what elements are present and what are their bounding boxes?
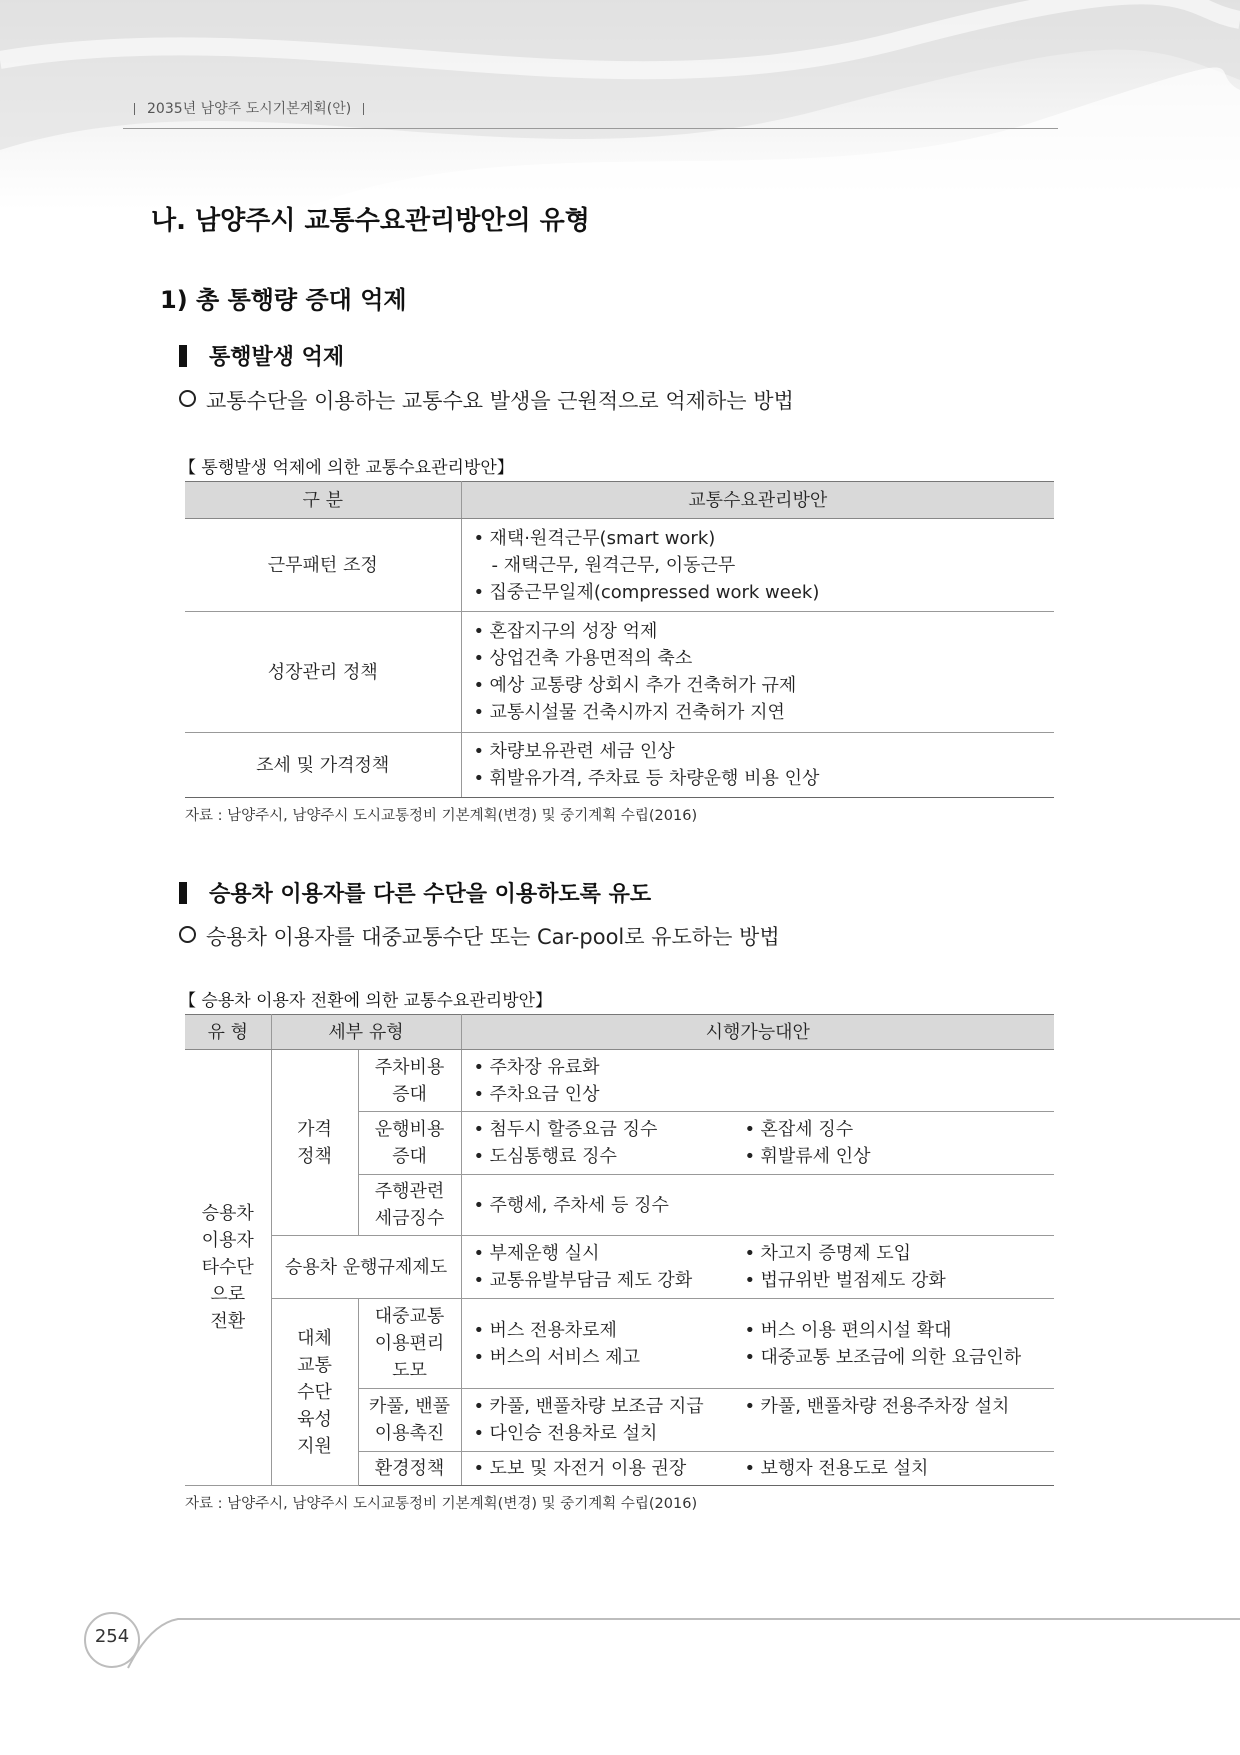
list-item: • 버스 전용차로제 — [474, 1317, 745, 1344]
list-item: • 카풀, 밴풀차량 보조금 지급 — [474, 1393, 745, 1420]
list-item: • 주차장 유료화 — [474, 1054, 745, 1081]
table2-row-label: 대중교통 이용편리 도모 — [358, 1299, 461, 1389]
table2-row-items — [461, 1050, 1054, 1112]
table2-header-row — [185, 1015, 1054, 1050]
list-item: • 카풀, 밴풀차량 전용주차장 설치 — [745, 1393, 1055, 1420]
table-row — [185, 612, 1054, 733]
table2-source: 자료 : 남양주시, 남양주시 도시교통정비 기본계획(변경) 및 중기계획 수립(2016) — [185, 1496, 698, 1512]
table1-row-items — [461, 733, 1054, 798]
block1-bullet-text: 교통수단을 이용하는 교통수요 발생을 근원적으로 억제하는 방법 — [206, 389, 794, 413]
table1-header-category: 구 분 — [185, 482, 461, 519]
table1-row-label: 조세 및 가격정책 — [185, 733, 461, 798]
table1-row-label: 성장관리 정책 — [185, 612, 461, 733]
list-item: • 집중근무일제(compressed work week) — [474, 579, 1055, 606]
table2-row-items — [461, 1299, 1054, 1389]
list-item: • 차고지 증명제 도입 — [745, 1240, 1055, 1267]
table-row — [185, 1299, 1054, 1389]
circle-bullet-icon — [179, 390, 196, 407]
list-item: • 휘발유가격, 주차료 등 차량운행 비용 인상 — [474, 765, 1055, 792]
table1-row-label: 근무패턴 조정 — [185, 519, 461, 612]
table2 — [185, 1014, 1054, 1486]
list-item: • 예상 교통량 상회시 추가 건축허가 규제 — [474, 672, 1055, 699]
block2-bullet-text: 승용차 이용자를 대중교통수단 또는 Car-pool로 유도하는 방법 — [206, 925, 780, 949]
block1-heading — [179, 340, 344, 371]
running-title: 2035년 남양주 도시기본계획(안) — [147, 101, 352, 117]
list-item: • 휘발류세 인상 — [745, 1143, 1055, 1170]
section-title: 나. 남양주시 교통수요관리방안의 유형 — [151, 206, 590, 236]
separator-icon — [134, 103, 135, 115]
block2-heading — [179, 877, 651, 908]
list-item: • 도심통행료 징수 — [474, 1143, 745, 1170]
separator-icon — [363, 103, 364, 115]
table1-header-measures: 교통수요관리방안 — [461, 482, 1054, 519]
list-item: • 부제운행 실시 — [474, 1240, 745, 1267]
header-divider — [123, 128, 1058, 129]
list-item: • 차량보유관련 세금 인상 — [474, 738, 1055, 765]
list-item: • 버스 이용 편의시설 확대 — [745, 1317, 1055, 1344]
list-item: • 주차요금 인상 — [474, 1081, 745, 1108]
table2-group-price: 가격 정책 — [271, 1050, 358, 1236]
block1-bullet — [179, 385, 794, 415]
list-item: • 재택·원격근무(smart work) — [474, 525, 1055, 552]
table2-row-items — [461, 1236, 1054, 1299]
list-item: • 첨두시 할증요금 징수 — [474, 1116, 745, 1143]
list-item: • 대중교통 보조금에 의한 요금인하 — [745, 1344, 1055, 1371]
page-number: 254 — [94, 1626, 130, 1647]
table-row — [185, 733, 1054, 798]
table2-group-alt: 대체 교통 수단 육성 지원 — [271, 1299, 358, 1486]
list-item: • 법규위반 벌점제도 강화 — [745, 1267, 1055, 1294]
table2-row-label: 승용차 운행규제제도 — [271, 1236, 461, 1299]
list-item: • 보행자 전용도로 설치 — [745, 1455, 1055, 1482]
subsection-title: 1) 총 통행량 증대 억제 — [160, 286, 407, 314]
list-item: • 교통유발부담금 제도 강화 — [474, 1267, 745, 1294]
running-header — [134, 98, 376, 118]
circle-bullet-icon — [179, 926, 196, 943]
list-subitem: - 재택근무, 원격근무, 이동근무 — [491, 554, 736, 576]
list-item: • 버스의 서비스 제고 — [474, 1344, 745, 1371]
list-item: • 상업건축 가용면적의 축소 — [474, 645, 1055, 672]
table2-row-items — [461, 1112, 1054, 1175]
table2-caption: 【 승용차 이용자 전환에 의한 교통수요관리방안】 — [179, 991, 553, 1011]
block2-bullet — [179, 921, 780, 951]
table1-caption: 【 통행발생 억제에 의한 교통수요관리방안】 — [179, 458, 514, 478]
table2-row-items — [461, 1175, 1054, 1236]
list-item: • 도보 및 자전거 이용 권장 — [474, 1455, 745, 1482]
list-item: • 주행세, 주차세 등 징수 — [474, 1192, 745, 1219]
table2-row-items — [461, 1389, 1054, 1452]
list-item: • 다인승 전용차로 설치 — [474, 1420, 745, 1447]
table2-header-type: 유 형 — [185, 1015, 271, 1050]
table2-row-label: 카풀, 밴풀 이용촉진 — [358, 1389, 461, 1452]
list-item: • 혼잡세 징수 — [745, 1116, 1055, 1143]
table2-row-label: 운행비용 증대 — [358, 1112, 461, 1175]
table2-header-subtype: 세부 유형 — [271, 1015, 461, 1050]
table2-row-label: 환경정책 — [358, 1452, 461, 1486]
table1-row-items — [461, 519, 1054, 612]
block2-heading-text: 승용차 이용자를 다른 수단을 이용하도록 유도 — [209, 882, 652, 907]
table1-header-row — [185, 482, 1054, 519]
table2-row-label: 주행관련 세금징수 — [358, 1175, 461, 1236]
list-item: • 혼잡지구의 성장 억제 — [474, 618, 1055, 645]
table2-header-alternatives: 시행가능대안 — [461, 1015, 1054, 1050]
list-item: • 교통시설물 건축시까지 건축허가 지연 — [474, 699, 1055, 726]
table-row — [185, 519, 1054, 612]
table2-row-items — [461, 1452, 1054, 1486]
table1 — [185, 481, 1054, 798]
square-bullet-icon — [179, 345, 187, 367]
table1-row-items — [461, 612, 1054, 733]
block1-heading-text: 통행발생 억제 — [209, 345, 345, 370]
table2-type-label: 승용차 이용자 타수단 으로 전환 — [185, 1050, 271, 1486]
table2-row-label: 주차비용 증대 — [358, 1050, 461, 1112]
table-row — [185, 1050, 1054, 1112]
footer-decoration — [0, 1590, 1240, 1690]
square-bullet-icon — [179, 882, 187, 904]
table-row — [185, 1236, 1054, 1299]
table1-source: 자료 : 남양주시, 남양주시 도시교통정비 기본계획(변경) 및 중기계획 수립(2016) — [185, 808, 698, 824]
